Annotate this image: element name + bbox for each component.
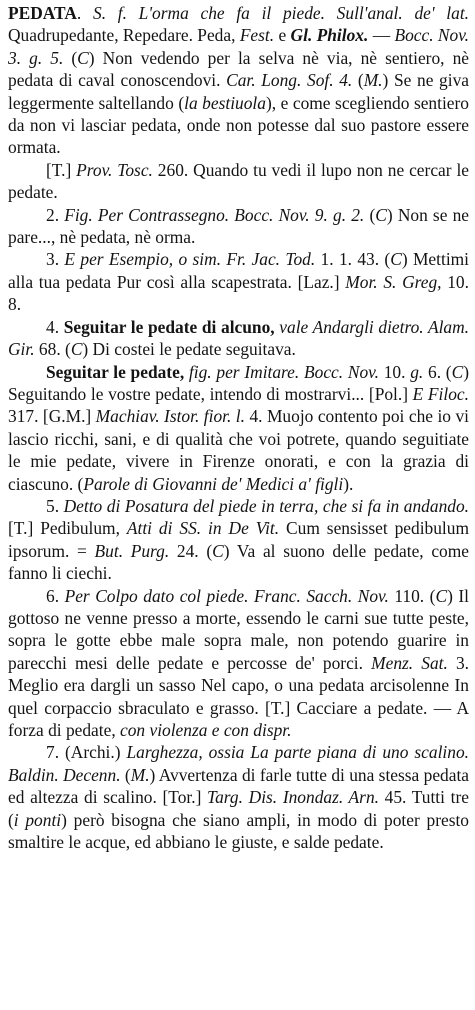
sense-2	[8, 204, 469, 249]
text-run: ) Seguitando le vostre pedate, intendo di mostrarvi... [Pol.]	[8, 361, 470, 404]
styled-text: Bocc. Nov. 3. g. 5.	[8, 25, 469, 68]
styled-text: con violenza e con dispr.	[120, 720, 292, 740]
text-run: (	[120, 764, 131, 785]
entry-definition	[8, 2, 469, 159]
styled-text: Larghezza, ossia La parte piana di uno scalino. Baldin. Decenn.	[8, 742, 469, 785]
text-run: ) però bisogna che siano ampli, in modo di poter presto smaltire le acque, ed abbiano le giuste, e salde pedate.	[8, 809, 469, 853]
lemma-text: PEDATA	[8, 3, 77, 23]
text-run: 4. Muojo contento poi che io vi lascio ricchi, sani, e di qualità che voi potrete, quando seguitiate le mie pedate, vivere in Firenze onorati, e con la grazia di ciascuno. (	[8, 406, 469, 494]
text-run: —	[368, 25, 395, 46]
sense-3	[8, 248, 469, 315]
text-run: 45. Tutti tre (	[8, 787, 469, 830]
styled-text: Fest.	[239, 25, 275, 46]
text-run: ) Mettimi alla tua pedata Pur così alla scapestrata. [Laz.]	[8, 249, 470, 292]
text-run: .	[76, 3, 93, 23]
text-run: (	[63, 47, 78, 68]
text-run: e	[274, 25, 291, 46]
styled-text: Prov. Tosc.	[76, 159, 153, 180]
text-run: Quadrupedante, Repedare. Peda,	[8, 25, 240, 46]
text-run: 4.	[46, 316, 64, 337]
sense-6	[8, 585, 469, 742]
sense-4	[8, 316, 469, 361]
text-run: 260. Quando tu vedi il lupo non ne cercar le pedate.	[8, 159, 470, 203]
text-run: 3. Meglio era dargli un sasso Nel capo, o una pedata arcisolenne In quel corpaccio sbraculato e grasso. [T.] Cacciare a pedate. — A forza di pedate,	[8, 652, 470, 740]
styled-text: Parole di Giovanni de' Medici a' figli	[83, 473, 344, 494]
styled-text: Fig. Per Contrassegno. Bocc. Nov. 9. g. 2.	[64, 204, 365, 225]
text-run: 7. (Archi.)	[46, 742, 127, 763]
text-run: 6.	[46, 585, 65, 606]
styled-text: But. Purg.	[94, 540, 170, 561]
sense-7	[8, 741, 469, 853]
styled-text: Menz. Sat.	[371, 652, 448, 673]
text-run: ) Avvertenza di farle tutte di una stessa pedata ed altezza di scalino. [Tor.]	[8, 764, 469, 808]
text-run: (	[364, 204, 376, 225]
styled-text: g.	[410, 361, 424, 382]
text-run: ) Non vedendo per la selva nè via, nè sentiero, nè pedata di caval conoscendovi.	[8, 47, 469, 91]
styled-text: i ponti	[13, 809, 62, 830]
text-run: ).	[343, 473, 354, 494]
text-run: 24. (	[169, 540, 213, 561]
styled-text: Car. Long. Sof. 4.	[226, 70, 353, 91]
styled-text: Targ. Dis. Inondaz. Arn.	[207, 787, 379, 808]
styled-text: Machiav. Istor. fior. l.	[95, 406, 245, 427]
styled-text: S. f. L'orma che fa il piede. Sull'anal. de' lat.	[93, 3, 470, 23]
text-run: [T.] Pedibulum,	[8, 518, 127, 539]
styled-text: Detto di Posatura del piede in terra, che si fa in andando.	[63, 495, 470, 516]
text-run: 10.	[378, 361, 411, 382]
text-run: ) Se ne giva leggermente saltellando (	[8, 70, 469, 113]
text-run: 1. 1. 43. (	[315, 249, 391, 270]
text-run: 10. 8.	[8, 271, 469, 315]
text-run: 2.	[46, 204, 65, 225]
styled-text: Per Colpo dato col piede. Franc. Sacch. Nov.	[64, 585, 389, 606]
text-run: ) Di costei le pedate seguitava.	[82, 339, 296, 360]
styled-text: Gl. Philox.	[290, 25, 369, 46]
styled-text: vale Andargli dietro. Alam. Gir.	[8, 316, 470, 360]
styled-text: C	[375, 204, 387, 225]
styled-text: C	[212, 540, 224, 561]
text-run: (	[352, 70, 364, 91]
text-run: Cum sensisset pedibulum ipsorum. =	[8, 518, 469, 561]
text-run: 68. (	[34, 339, 71, 360]
text-run: 317. [G.M.]	[8, 406, 96, 427]
styled-text: E Filoc.	[412, 383, 469, 404]
lemma-text: Seguitar le pedate,	[46, 361, 185, 382]
styled-text: C	[70, 339, 83, 360]
styled-text: E per Esempio, o sim. Fr. Jac. Tod.	[64, 249, 316, 270]
sense-4-figurative	[8, 361, 469, 495]
styled-text: C	[390, 249, 402, 270]
text-run: 5.	[46, 495, 64, 516]
styled-text: fig. per Imitare. Bocc. Nov.	[184, 361, 379, 382]
text-run: ) Il gottoso ne venne presso a morte, essendo le carni sue tutte peste, sopra le gotte ebbe male sopra male, non potendo guarire in parecchi mesi delle pedate e percosse de' porci.	[8, 585, 469, 673]
styled-text: Mor. S. Greg,	[345, 271, 442, 292]
text-run: [T.]	[46, 159, 77, 180]
text-run: ) Non se ne pare..., nè pedata, nè orma.	[8, 204, 470, 248]
styled-text: la bestiuola	[184, 92, 266, 113]
styled-text: Atti di SS. in De Vit.	[126, 518, 280, 539]
sense-5	[8, 495, 469, 585]
styled-text: C	[435, 585, 448, 606]
text-run: 110. (	[388, 585, 436, 606]
text-run: 3.	[46, 249, 65, 270]
entry-proverb	[8, 159, 469, 204]
text-run: 6. (	[423, 361, 452, 382]
styled-text: C	[451, 361, 464, 382]
styled-text: M.	[130, 764, 150, 785]
text-run: ), e come scegliendo sentiero da non vi lasciar pedata, onde non potesse dal suo pastore essere ormata.	[8, 92, 469, 158]
styled-text: M.	[363, 70, 383, 91]
text-run: ) Va al suono delle pedate, come fanno li ciechi.	[8, 540, 469, 584]
lemma-text: Seguitar le pedate di alcuno,	[63, 316, 275, 337]
styled-text: C	[77, 47, 89, 68]
